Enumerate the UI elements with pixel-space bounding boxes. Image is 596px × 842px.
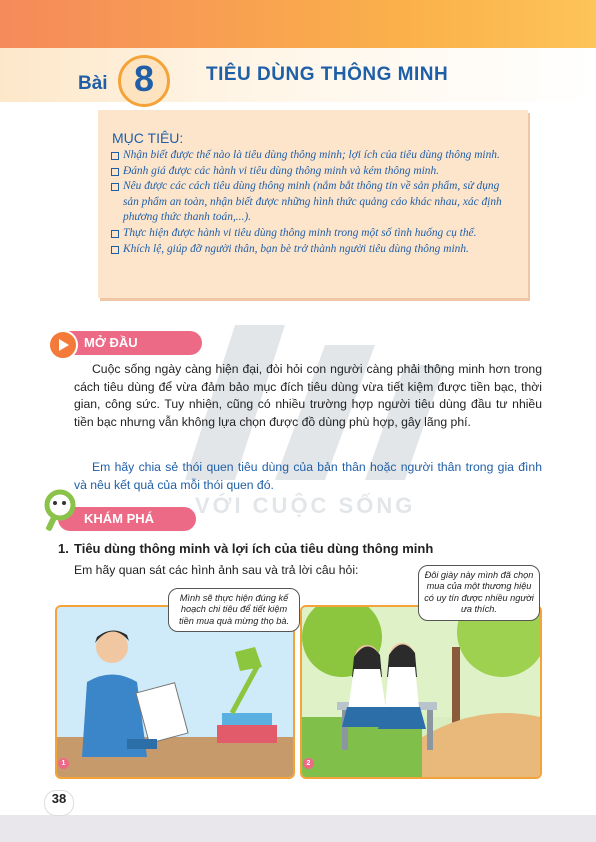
objective-item: Nhận biết được thế nào là tiêu dùng thông minh; lợi ích của tiêu dùng thông minh.: [111, 148, 515, 164]
objective-item: Đánh giá được các hành vi tiêu dùng thông minh và kém thông minh.: [111, 164, 515, 180]
objective-item: Nêu được các cách tiêu dùng thông minh (nắm bắt thông tin về sản phẩm, sử dụng sản phẩm an toàn, nhận biết được những hình thức quảng cáo khác nhau, xác định phương thức thanh toán,...).: [111, 179, 515, 226]
speech-bubble-1: Mình sẽ thực hiện đúng kế hoạch chi tiêu để tiết kiệm tiền mua quà mừng thọ bà.: [168, 588, 300, 632]
checkbox-icon: [111, 152, 119, 160]
objectives-list: [111, 148, 515, 257]
top-color-band: [0, 0, 596, 48]
watermark-text: VỚI CUỘC SỐNG: [195, 493, 416, 518]
illustration-2: [300, 605, 542, 779]
page-number: 38: [44, 790, 74, 816]
lesson-number-badge: 8: [118, 55, 170, 107]
objectives-title: MỤC TIÊU:: [112, 130, 184, 146]
play-icon: [48, 330, 78, 360]
magnifier-icon: [40, 487, 80, 533]
picture-number-2: 2: [303, 758, 314, 769]
objective-item: Thực hiện được hành vi tiêu dùng thông minh trong một số tình huống cụ thể.: [111, 226, 515, 242]
speech-bubble-2: Đôi giày này mình đã chọn mua của một thương hiệu có uy tín được nhiều người ưa thích.: [418, 565, 540, 621]
lesson-title: TIÊU DÙNG THÔNG MINH: [206, 64, 449, 85]
intro-heading: MỞ ĐẦU: [58, 331, 202, 355]
explore-heading: KHÁM PHÁ: [58, 507, 196, 531]
lesson-label: Bài: [78, 73, 108, 94]
intro-paragraph: Cuộc sống ngày càng hiện đại, đòi hỏi con người càng phải thông minh hơn trong cách tiêu dùng để vừa đảm bảo mục đích tiêu dùng vừa tiết kiệm được tiền bạc, thời gian, công sức. Tuy nhiên, cũng có nhiều trường hợp người tiêu dùng đầu tư nhiều tiền bạc nhưng vẫn không lựa chọn được đồ dùng phù hợp, gây lãng phí.: [74, 362, 542, 429]
footer-band: [0, 815, 596, 842]
checkbox-icon: [111, 230, 119, 238]
section-heading: 1. Tiêu dùng thông minh và lợi ích của tiêu dùng thông minh: [58, 541, 434, 556]
intro-prompt: Em hãy chia sẻ thói quen tiêu dùng của bản thân hoặc người thân trong gia đình và nêu kết quả của mỗi thói quen đó.: [74, 460, 542, 492]
picture-number-1: 1: [58, 758, 69, 769]
objective-item: Khích lệ, giúp đỡ người thân, bạn bè trở thành người tiêu dùng thông minh.: [111, 242, 515, 258]
explore-instruction: Em hãy quan sát các hình ảnh sau và trả lời câu hỏi:: [74, 563, 359, 577]
checkbox-icon: [111, 183, 119, 191]
checkbox-icon: [111, 168, 119, 176]
checkbox-icon: [111, 246, 119, 254]
